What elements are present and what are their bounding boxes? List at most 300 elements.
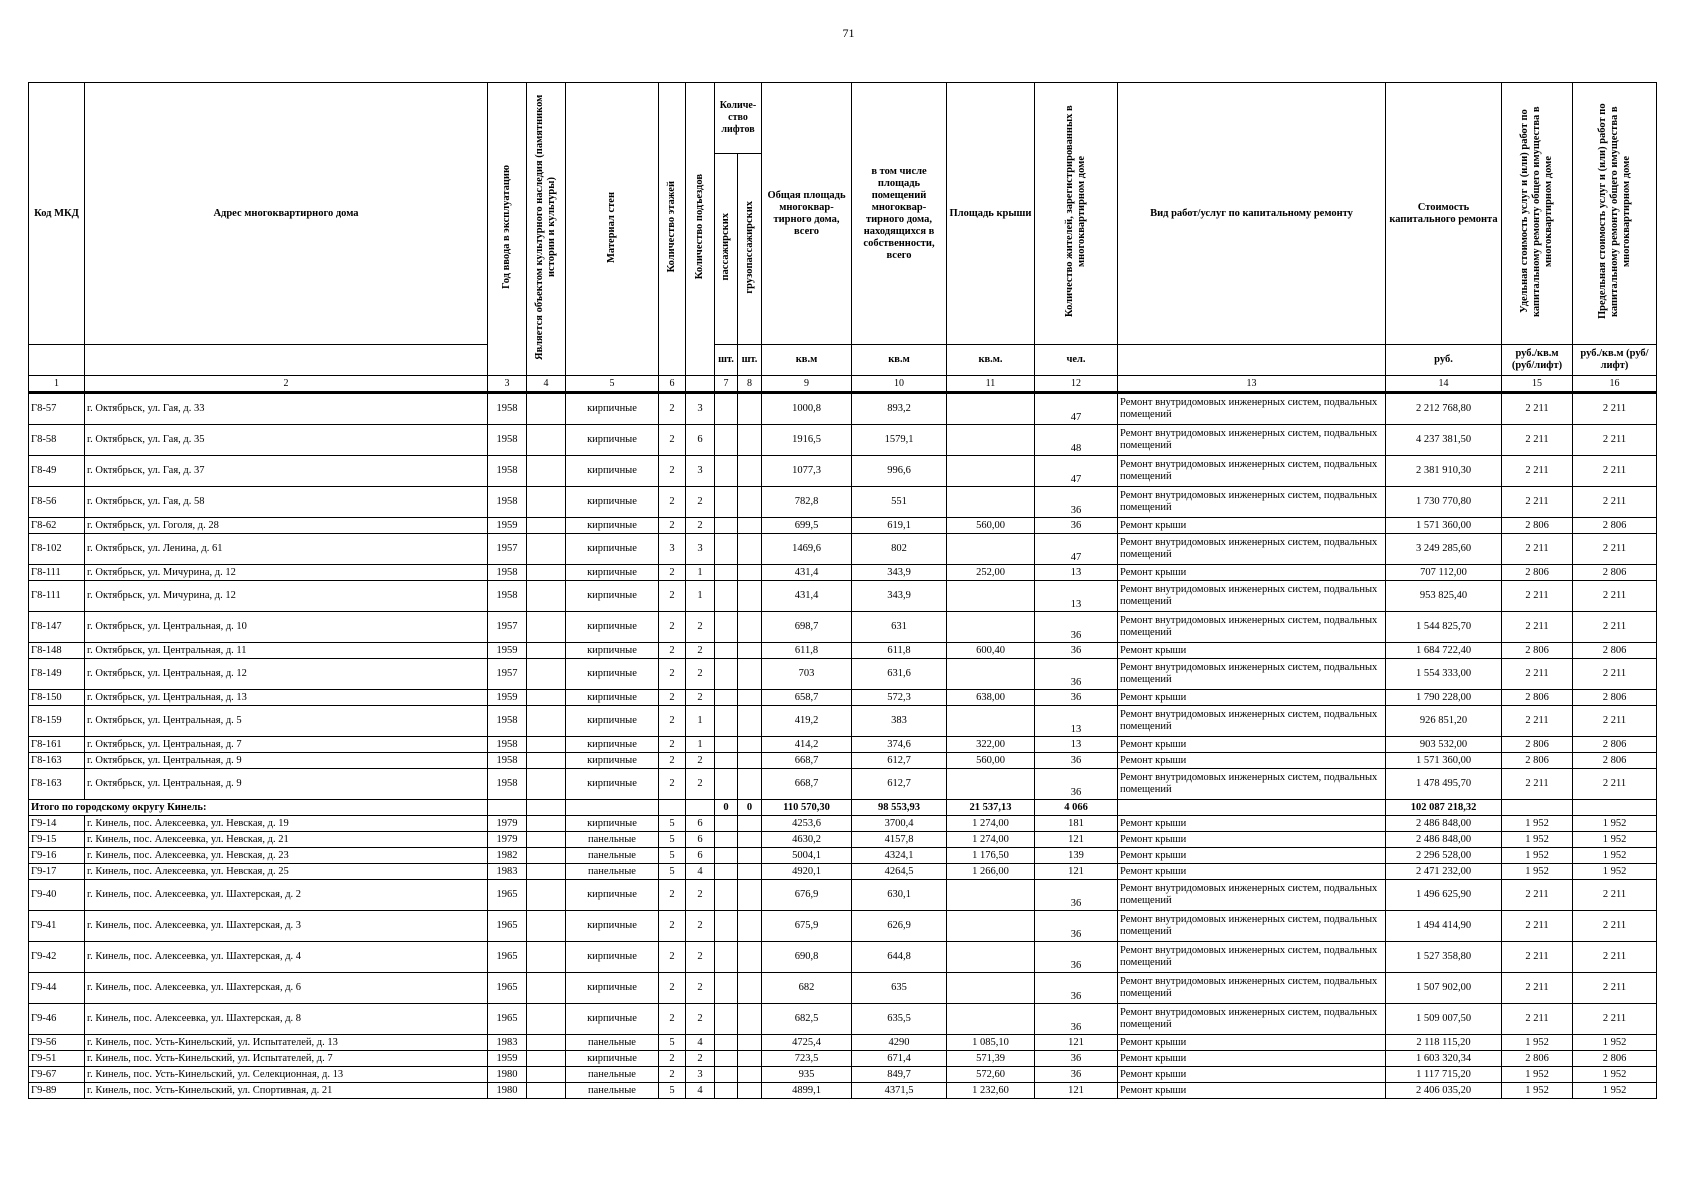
cell-cost: 2 296 528,00 — [1386, 848, 1502, 864]
cell-entrances: 2 — [686, 880, 715, 911]
cell-owned-area: 3700,4 — [852, 816, 947, 832]
cell-heritage — [527, 487, 566, 518]
cell-address: г. Октябрьск, ул. Гая, д. 58 — [85, 487, 488, 518]
cell-work: Ремонт внутридомовых инженерных систем, подвальных помещений — [1118, 456, 1386, 487]
cell-heritage — [527, 1051, 566, 1067]
cell-material: кирпичные — [566, 737, 659, 753]
cell-code: Г8-163 — [29, 769, 85, 800]
cell-owned-area: 671,4 — [852, 1051, 947, 1067]
column-number: 6 — [659, 376, 686, 393]
cell-lifts-pass — [715, 1035, 738, 1051]
cell-floors: 2 — [659, 942, 686, 973]
cell-lifts-pass — [715, 706, 738, 737]
cell-code: Г9-40 — [29, 880, 85, 911]
cell-material: кирпичные — [566, 1004, 659, 1035]
cell-lifts-freight — [738, 706, 762, 737]
cell-total-area: 668,7 — [762, 753, 852, 769]
cell-year: 1958 — [488, 425, 527, 456]
cell-address: г. Кинель, пос. Алексеевка, ул. Невская, д. 25 — [85, 864, 488, 880]
cell-code: Г9-14 — [29, 816, 85, 832]
cell-year: 1983 — [488, 1035, 527, 1051]
column-number: 11 — [947, 376, 1035, 393]
cell-floors: 5 — [659, 1083, 686, 1099]
cell-material — [566, 800, 659, 816]
cell-cost: 2 471 232,00 — [1386, 864, 1502, 880]
cell-work: Ремонт крыши — [1118, 848, 1386, 864]
cell-residents: 36 — [1035, 1051, 1118, 1067]
cell-code: Г9-44 — [29, 973, 85, 1004]
cell-lifts-freight — [738, 1067, 762, 1083]
cell-work: Ремонт внутридомовых инженерных систем, подвальных помещений — [1118, 706, 1386, 737]
cell-floors: 5 — [659, 1035, 686, 1051]
cell-work: Ремонт внутридомовых инженерных систем, подвальных помещений — [1118, 942, 1386, 973]
cell-unit-cost: 2 806 — [1502, 565, 1573, 581]
cell-lifts-pass — [715, 769, 738, 800]
cell-lifts-freight — [738, 973, 762, 1004]
cell-residents: 47 — [1035, 393, 1118, 425]
cell-heritage — [527, 737, 566, 753]
cell-entrances: 2 — [686, 973, 715, 1004]
cell-max-cost: 2 806 — [1573, 737, 1657, 753]
cell-entrances: 4 — [686, 1035, 715, 1051]
cell-lifts-pass — [715, 1083, 738, 1099]
cell-entrances: 6 — [686, 832, 715, 848]
page-number: 71 — [842, 26, 855, 40]
cell-floors: 2 — [659, 706, 686, 737]
cell-lifts-pass — [715, 880, 738, 911]
cell-address: г. Кинель, пос. Усть-Кинельский, ул. Испытателей, д. 13 — [85, 1035, 488, 1051]
cell-entrances: 6 — [686, 816, 715, 832]
cell-work: Ремонт внутридомовых инженерных систем, подвальных помещений — [1118, 581, 1386, 612]
cell-lifts-pass — [715, 832, 738, 848]
cell-lifts-freight — [738, 456, 762, 487]
cell-residents: 47 — [1035, 456, 1118, 487]
cell-entrances: 3 — [686, 393, 715, 425]
cell-max-cost: 1 952 — [1573, 1035, 1657, 1051]
cell-max-cost: 1 952 — [1573, 1067, 1657, 1083]
cell-residents: 181 — [1035, 816, 1118, 832]
cell-lifts-pass — [715, 518, 738, 534]
cell-total-area: 703 — [762, 659, 852, 690]
cell-year: 1959 — [488, 1051, 527, 1067]
table-row — [29, 518, 1657, 534]
cell-heritage — [527, 565, 566, 581]
cell-cost: 2 406 035,20 — [1386, 1083, 1502, 1099]
column-number: 10 — [852, 376, 947, 393]
cell-total-area: 5004,1 — [762, 848, 852, 864]
cell-address: г. Кинель, пос. Алексеевка, ул. Невская, д. 23 — [85, 848, 488, 864]
cell-floors: 2 — [659, 973, 686, 1004]
cell-heritage — [527, 1035, 566, 1051]
cell-residents: 121 — [1035, 864, 1118, 880]
cell-roof-area: 1 274,00 — [947, 832, 1035, 848]
cell-code: Г9-56 — [29, 1035, 85, 1051]
cell-lifts-freight — [738, 393, 762, 425]
cell-lifts-pass — [715, 425, 738, 456]
cell-lifts-freight — [738, 832, 762, 848]
cell-residents: 47 — [1035, 534, 1118, 565]
cell-heritage — [527, 518, 566, 534]
unit-pcs: шт. — [715, 345, 738, 376]
cell-address: г. Кинель, пос. Алексеевка, ул. Шахтерская, д. 3 — [85, 911, 488, 942]
cell-unit-cost: 1 952 — [1502, 1067, 1573, 1083]
header-cost: Стоимость капитального ремонта — [1386, 83, 1502, 345]
cell-total-area: 690,8 — [762, 942, 852, 973]
cell-heritage — [527, 911, 566, 942]
cell-max-cost: 1 952 — [1573, 832, 1657, 848]
cell-code: Г8-111 — [29, 565, 85, 581]
cell-unit-cost: 2 211 — [1502, 973, 1573, 1004]
cell-floors: 2 — [659, 911, 686, 942]
cell-roof-area — [947, 880, 1035, 911]
column-number: 5 — [566, 376, 659, 393]
cell-floors: 2 — [659, 1067, 686, 1083]
cell-heritage — [527, 800, 566, 816]
header-year: Год ввода в эксплуатацию — [501, 164, 512, 290]
cell-max-cost: 2 211 — [1573, 911, 1657, 942]
cell-unit-cost: 2 211 — [1502, 706, 1573, 737]
cell-year: 1958 — [488, 753, 527, 769]
cell-lifts-freight — [738, 942, 762, 973]
cell-lifts-freight — [738, 1083, 762, 1099]
cell-total-area: 658,7 — [762, 690, 852, 706]
cell-cost: 2 118 115,20 — [1386, 1035, 1502, 1051]
cell-max-cost: 1 952 — [1573, 816, 1657, 832]
cell-residents: 139 — [1035, 848, 1118, 864]
cell-owned-area: 631 — [852, 612, 947, 643]
header-address: Адрес многоквартирного дома — [85, 83, 488, 345]
cell-work: Ремонт внутридомовых инженерных систем, подвальных помещений — [1118, 659, 1386, 690]
table-row — [29, 612, 1657, 643]
cell-total-area: 698,7 — [762, 612, 852, 643]
cell-code: Г9-51 — [29, 1051, 85, 1067]
cell-material: кирпичные — [566, 942, 659, 973]
cell-code: Г9-41 — [29, 911, 85, 942]
header-roof-area: Площадь крыши — [947, 83, 1035, 345]
cell-total-area: 723,5 — [762, 1051, 852, 1067]
header-owned-area: в том числе площадь помещений многоквар-тирного дома, находящихся в собственности, всего — [852, 83, 947, 345]
cell-material: кирпичные — [566, 659, 659, 690]
cell-cost: 3 249 285,60 — [1386, 534, 1502, 565]
cell-code: Г8-58 — [29, 425, 85, 456]
cell-lifts-freight — [738, 690, 762, 706]
cell-entrances: 1 — [686, 565, 715, 581]
cell-unit-cost: 2 806 — [1502, 518, 1573, 534]
cell-entrances: 6 — [686, 425, 715, 456]
cell-roof-area — [947, 425, 1035, 456]
column-number: 15 — [1502, 376, 1573, 393]
cell-entrances: 2 — [686, 643, 715, 659]
unit-area: кв.м. — [947, 345, 1035, 376]
cell-roof-area: 1 176,50 — [947, 848, 1035, 864]
cell-address: г. Кинель, пос. Усть-Кинельский, ул. Испытателей, д. 7 — [85, 1051, 488, 1067]
cell-address: г. Кинель, пос. Алексеевка, ул. Шахтерская, д. 2 — [85, 880, 488, 911]
cell-total-area: 668,7 — [762, 769, 852, 800]
cell-lifts-freight — [738, 534, 762, 565]
cell-total-area: 782,8 — [762, 487, 852, 518]
cell-cost: 2 212 768,80 — [1386, 393, 1502, 425]
cell-material: панельные — [566, 848, 659, 864]
cell-year: 1979 — [488, 832, 527, 848]
cell-entrances: 2 — [686, 753, 715, 769]
cell-lifts-pass — [715, 393, 738, 425]
cell-roof-area — [947, 706, 1035, 737]
cell-lifts-pass — [715, 581, 738, 612]
cell-roof-area — [947, 393, 1035, 425]
total-owned-area: 98 553,93 — [852, 800, 947, 816]
cell-floors: 5 — [659, 864, 686, 880]
cell-year: 1958 — [488, 769, 527, 800]
cell-entrances: 1 — [686, 581, 715, 612]
cell-entrances: 2 — [686, 518, 715, 534]
cell-material: кирпичные — [566, 534, 659, 565]
cell-lifts-pass — [715, 1004, 738, 1035]
cell-owned-area: 4264,5 — [852, 864, 947, 880]
cell-code: Г9-46 — [29, 1004, 85, 1035]
cell-year: 1965 — [488, 942, 527, 973]
cell-heritage — [527, 1067, 566, 1083]
header-lifts-pass: пассажирских — [720, 213, 731, 281]
cell-floors: 2 — [659, 456, 686, 487]
total-lifts-pass: 0 — [715, 800, 738, 816]
cell-max-cost: 2 211 — [1573, 456, 1657, 487]
cell-lifts-pass — [715, 864, 738, 880]
cell-code: Г8-111 — [29, 581, 85, 612]
cell-unit-cost: 1 952 — [1502, 848, 1573, 864]
cell-residents: 36 — [1035, 769, 1118, 800]
cell-code: Г8-147 — [29, 612, 85, 643]
cell-entrances: 4 — [686, 1083, 715, 1099]
cell-address: г. Октябрьск, ул. Мичурина, д. 12 — [85, 565, 488, 581]
cell-max-cost: 2 211 — [1573, 581, 1657, 612]
cell-cost: 1 478 495,70 — [1386, 769, 1502, 800]
cell-heritage — [527, 456, 566, 487]
cell-entrances: 2 — [686, 1051, 715, 1067]
cell-owned-area: 4371,5 — [852, 1083, 947, 1099]
cell-code: Г8-159 — [29, 706, 85, 737]
cell-cost: 707 112,00 — [1386, 565, 1502, 581]
cell-entrances: 3 — [686, 1067, 715, 1083]
cell-heritage — [527, 864, 566, 880]
cell-heritage — [527, 706, 566, 737]
column-number: 8 — [738, 376, 762, 393]
cell-code: Г9-16 — [29, 848, 85, 864]
cell-work: Ремонт внутридомовых инженерных систем, подвальных помещений — [1118, 911, 1386, 942]
cell-lifts-pass — [715, 487, 738, 518]
column-number — [686, 376, 715, 393]
cell-cost: 4 237 381,50 — [1386, 425, 1502, 456]
cell-roof-area: 571,39 — [947, 1051, 1035, 1067]
cell-roof-area — [947, 612, 1035, 643]
cell-year: 1958 — [488, 393, 527, 425]
cell-address: г. Октябрьск, ул. Гая, д. 37 — [85, 456, 488, 487]
cell-max-cost: 2 806 — [1573, 565, 1657, 581]
table-row — [29, 581, 1657, 612]
cell-max-cost: 2 211 — [1573, 973, 1657, 1004]
cell-heritage — [527, 659, 566, 690]
table-row — [29, 1035, 1657, 1051]
cell-material: панельные — [566, 832, 659, 848]
header-residents: Количество жителей, зарегистрированных в многоквартирном доме — [1064, 105, 1087, 318]
cell-unit-cost: 2 806 — [1502, 1051, 1573, 1067]
cell-entrances: 2 — [686, 487, 715, 518]
cell-year: 1965 — [488, 911, 527, 942]
cell-work: Ремонт крыши — [1118, 832, 1386, 848]
cell-cost: 1 544 825,70 — [1386, 612, 1502, 643]
cell-entrances: 4 — [686, 864, 715, 880]
cell-work: Ремонт крыши — [1118, 518, 1386, 534]
cell-max-cost: 2 211 — [1573, 534, 1657, 565]
cell-code: Г8-163 — [29, 753, 85, 769]
cell-unit-cost: 2 211 — [1502, 456, 1573, 487]
table-row — [29, 848, 1657, 864]
cell-total-area: 611,8 — [762, 643, 852, 659]
cell-cost: 903 532,00 — [1386, 737, 1502, 753]
cell-unit-cost: 2 806 — [1502, 737, 1573, 753]
cell-max-cost: 2 211 — [1573, 659, 1657, 690]
cell-heritage — [527, 816, 566, 832]
cell-lifts-freight — [738, 518, 762, 534]
cell-address: г. Октябрьск, ул. Центральная, д. 9 — [85, 753, 488, 769]
cell-max-cost — [1573, 800, 1657, 816]
column-number: 2 — [85, 376, 488, 393]
cell-unit-cost: 1 952 — [1502, 864, 1573, 880]
cell-unit-cost: 2 211 — [1502, 534, 1573, 565]
cell-entrances: 2 — [686, 690, 715, 706]
cell-lifts-freight — [738, 848, 762, 864]
cell-owned-area: 996,6 — [852, 456, 947, 487]
cell-cost: 1 730 770,80 — [1386, 487, 1502, 518]
cell-residents: 121 — [1035, 832, 1118, 848]
unit-per: руб./кв.м (руб/лифт) — [1502, 345, 1573, 376]
cell-year: 1958 — [488, 487, 527, 518]
cell-unit-cost: 1 952 — [1502, 816, 1573, 832]
cell-floors — [659, 800, 686, 816]
cell-year: 1958 — [488, 581, 527, 612]
cell-floors: 2 — [659, 518, 686, 534]
cell-floors: 2 — [659, 753, 686, 769]
cell-owned-area: 626,9 — [852, 911, 947, 942]
cell-roof-area — [947, 581, 1035, 612]
cell-year: 1958 — [488, 706, 527, 737]
cell-residents: 36 — [1035, 518, 1118, 534]
cell-roof-area: 1 232,60 — [947, 1083, 1035, 1099]
cell-owned-area: 644,8 — [852, 942, 947, 973]
cell-material: панельные — [566, 1083, 659, 1099]
cell-heritage — [527, 753, 566, 769]
cell-code: Г8-102 — [29, 534, 85, 565]
cell-material: кирпичные — [566, 973, 659, 1004]
cell-address: г. Октябрьск, ул. Мичурина, д. 12 — [85, 581, 488, 612]
table-row — [29, 1051, 1657, 1067]
cell-lifts-freight — [738, 1035, 762, 1051]
cell-address: г. Кинель, пос. Алексеевка, ул. Невская, д. 19 — [85, 816, 488, 832]
cell-address: г. Октябрьск, ул. Центральная, д. 12 — [85, 659, 488, 690]
cell-year: 1957 — [488, 612, 527, 643]
cell-code: Г8-150 — [29, 690, 85, 706]
cell-owned-area: 612,7 — [852, 753, 947, 769]
cell-max-cost: 2 211 — [1573, 425, 1657, 456]
cell-work: Ремонт крыши — [1118, 1035, 1386, 1051]
cell-unit-cost: 2 211 — [1502, 880, 1573, 911]
cell-year: 1959 — [488, 690, 527, 706]
cell-year: 1979 — [488, 816, 527, 832]
cell-cost: 2 486 848,00 — [1386, 816, 1502, 832]
cell-owned-area: 612,7 — [852, 769, 947, 800]
table-row — [29, 832, 1657, 848]
cell-entrances: 2 — [686, 942, 715, 973]
header-lifts-freight: грузопассажирских — [743, 200, 755, 294]
cell-year: 1982 — [488, 848, 527, 864]
cell-owned-area: 572,3 — [852, 690, 947, 706]
cell-total-area: 699,5 — [762, 518, 852, 534]
cell-unit-cost: 2 211 — [1502, 942, 1573, 973]
cell-cost: 1 790 228,00 — [1386, 690, 1502, 706]
column-number: 4 — [527, 376, 566, 393]
table-row — [29, 534, 1657, 565]
cell-work: Ремонт внутридомовых инженерных систем, подвальных помещений — [1118, 769, 1386, 800]
cell-cost: 1 509 007,50 — [1386, 1004, 1502, 1035]
cell-unit-cost: 2 211 — [1502, 487, 1573, 518]
cell-heritage — [527, 425, 566, 456]
header-floors: Количество этажей — [666, 181, 677, 273]
cell-year: 1965 — [488, 880, 527, 911]
cell-cost: 1 571 360,00 — [1386, 518, 1502, 534]
cell-lifts-pass — [715, 911, 738, 942]
cell-heritage — [527, 534, 566, 565]
cell-floors: 2 — [659, 425, 686, 456]
cell-entrances: 2 — [686, 1004, 715, 1035]
cell-heritage — [527, 1004, 566, 1035]
cell-floors: 2 — [659, 393, 686, 425]
cell-work — [1118, 800, 1386, 816]
cell-owned-area: 635,5 — [852, 1004, 947, 1035]
cell-material: кирпичные — [566, 581, 659, 612]
cell-lifts-freight — [738, 425, 762, 456]
cell-roof-area — [947, 456, 1035, 487]
column-number: 3 — [488, 376, 527, 393]
table-row — [29, 816, 1657, 832]
table-row — [29, 942, 1657, 973]
cell-lifts-freight — [738, 1004, 762, 1035]
cell-cost: 1 684 722,40 — [1386, 643, 1502, 659]
cell-unit-cost: 2 806 — [1502, 643, 1573, 659]
total-row — [29, 800, 1657, 816]
cell-max-cost: 2 806 — [1573, 518, 1657, 534]
cell-roof-area: 1 274,00 — [947, 816, 1035, 832]
cell-unit-cost: 1 952 — [1502, 1083, 1573, 1099]
cell-entrances: 2 — [686, 659, 715, 690]
cell-max-cost: 2 211 — [1573, 1004, 1657, 1035]
cell-unit-cost: 1 952 — [1502, 832, 1573, 848]
cell-lifts-pass — [715, 973, 738, 1004]
unit-per: руб./кв.м (руб/лифт) — [1573, 345, 1657, 376]
cell-code: Г8-49 — [29, 456, 85, 487]
cell-material: кирпичные — [566, 753, 659, 769]
cell-address: г. Октябрьск, ул. Центральная, д. 7 — [85, 737, 488, 753]
cell-address: г. Кинель, пос. Усть-Кинельский, ул. Селекционная, д. 13 — [85, 1067, 488, 1083]
cell-floors: 2 — [659, 581, 686, 612]
cell-cost: 926 851,20 — [1386, 706, 1502, 737]
cell-material: кирпичные — [566, 612, 659, 643]
cell-year: 1958 — [488, 456, 527, 487]
cell-total-area: 1916,5 — [762, 425, 852, 456]
cell-roof-area — [947, 659, 1035, 690]
cell-total-area: 4725,4 — [762, 1035, 852, 1051]
cell-address: г. Кинель, пос. Алексеевка, ул. Шахтерская, д. 4 — [85, 942, 488, 973]
cell-lifts-freight — [738, 612, 762, 643]
total-area: 110 570,30 — [762, 800, 852, 816]
